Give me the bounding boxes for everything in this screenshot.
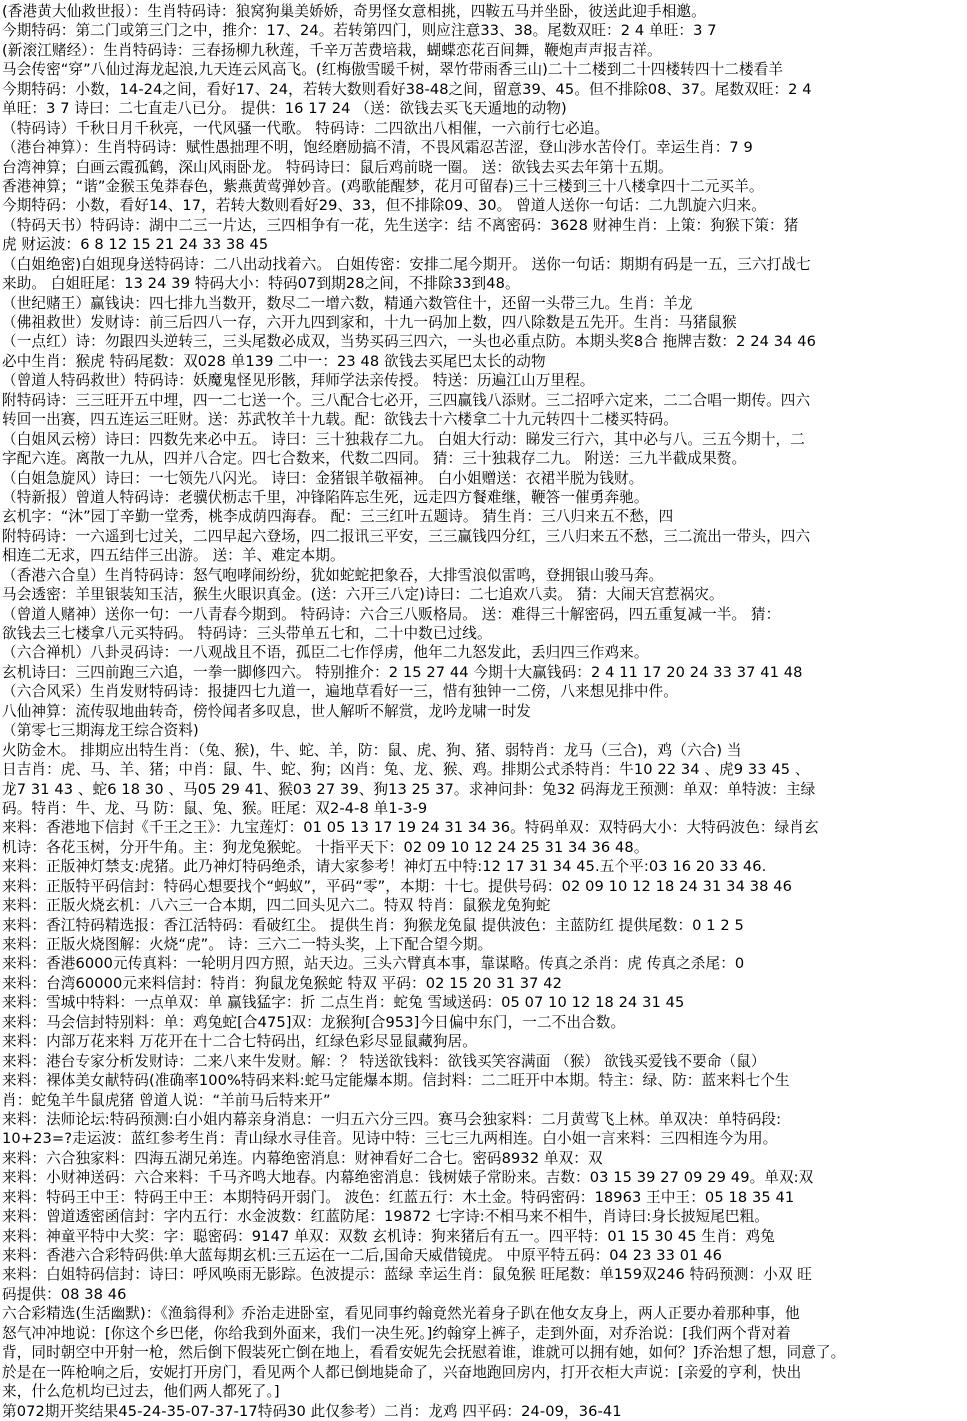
text-line: 来，什么危机均已过去，他们两人都死了。] xyxy=(2,1383,280,1401)
text-line: 今期特码：第二门或第三门之中，推介：17、24。若转第四门，则应注意33、38。尾数双旺：2 4 单旺：3 7 xyxy=(2,22,717,40)
text-line: 马会透密：羊里银装知玉洁，猴生火眼识真金。(送：六开三八定)诗曰：二七追欢八卖。 猜：大闹天宫惹祸灾。 xyxy=(2,586,724,604)
text-line: （特码天书）特码诗：湖中二三一片达，三四相争有一花，先生送字：结 不离密码：3628 财神生肖：上策：狗猴下策：猪 xyxy=(2,216,799,234)
text-line: 来料：曾道透密函信封：字内五行：水金波数：红蓝防尾：19872 七字诗:不相马来不相牛，肖诗曰:身长披短尾巴粗。 xyxy=(2,1208,770,1226)
text-line: 附特码诗：一六遥到七过关，二四早起六登场，四二报讯三平安，三三赢钱四分红，三八归来五不愁，三二流出一带头，四六 xyxy=(2,527,811,545)
text-line: 今期特码：小数，14-24之间，看好17、24，若转大数则看好38-48之间，留意39、45。但不排除08、37。尾数双旺：2 4 xyxy=(2,80,812,98)
text-line: 来料：白姐特码信封：诗曰：呼风唤雨无影踪。色波提示：蓝绿 幸运生肖：鼠兔猴 旺尾数：单159双246 特码预测：小双 旺 xyxy=(2,1266,812,1284)
text-line: 火防金木。 排期应出特生肖：（兔、猴)，牛、蛇、羊，防：鼠、虎、狗、猪、弱特肖：龙马（三合)，鸡（六合) 当 xyxy=(2,741,742,759)
text-line: 虎 财运波：6 8 12 15 21 24 33 38 45 xyxy=(2,236,269,254)
text-line: （曾道人特码救世）特码诗：妖魔鬼怪见形骸，拜师学法亲传授。 特送：历遍江山万里程。 xyxy=(2,372,595,390)
text-line: 来料：特码王中王：特码王中王：本期特码开弱门。 波色：红蓝五行：木土金。特码密码：18963 王中王：05 18 35 41 xyxy=(2,1188,795,1206)
text-line: （白姐风云榜）诗曰：四数先来必中五。 诗曰：三十独栽存二九。 白姐大行动：睇发三行六，其中必与八。三五今期十，二 xyxy=(2,430,805,448)
text-line: 来料：香港地下信封《千王之王》：九宝莲灯：01 05 13 17 19 24 31 34 36。特码单双：双特码大小：大特码波色：绿肖玄 xyxy=(2,819,819,837)
text-line: 台湾神算；白画云霞孤鹤，深山风雨卧龙。 特码诗曰：鼠后鸡前晓一圈。 送：欲钱去买去年第十五期。 xyxy=(2,158,673,176)
text-line: （香港六合皇）生肖特码诗：怒气咆哮闹纷纷，犹如蛇蛇把象吞，大排雪浪似雷鸣，登拥银山骏马奔。 xyxy=(2,566,664,584)
text-line: 来料：内部万花来料 万花开在十二合七特码出，红绿色彩尽显鼠藏狗居。 xyxy=(2,1033,477,1051)
text-line: 来料：小财神送码：六合来料：千马齐鸣大地春。内幕绝密消息：钱树婊子常盼来。吉数：03 15 39 27 09 29 49。单双:双 xyxy=(2,1169,814,1187)
text-line: 来料：台湾60000元来料信封：特肖：狗鼠龙兔猴蛇 特双 平码：02 15 20 31 37 42 xyxy=(2,974,563,992)
text-line: （佛祖救世）发财诗：前三后四八一存，六开九四到家和，十九一码加上数，四八除数是五先开。生肖：马猪鼠猴 xyxy=(2,314,737,331)
text-line: 来料：港台专家分析发财诗：二来八来牛发财。解：？ 特送欲钱料：欲钱买笑容满面 （猴） 欲钱买爱钱不要命（鼠） xyxy=(2,1052,766,1070)
text-line: （世纪赌王）赢钱诀：四七排九当数开，数尽二一增六数，精通六数管住十，还留一头带三九。生肖：羊龙 xyxy=(2,294,693,312)
text-line: (香港黄大仙救世报）：生肖特码诗：狼窝狗巢美娇娇，奇男怪女意相挑，四鞍五马并坐卧，彼送此迎手相邀。 xyxy=(2,3,706,20)
text-line: 码提供：08 38 46 xyxy=(2,1285,127,1303)
text-line: 来料：马会信封特别料：单：鸡兔蛇[合475]双：龙猴狗[合953]今日偏中东门，一二不出合数。 xyxy=(2,1013,626,1031)
text-line: 10+23=?走运波：蓝红参考生肖：青山绿水寻佳音。见诗中特：三七三九两相连。白小姐一言来料：三四相连今为用。 xyxy=(2,1130,778,1148)
text-line: 来助。 白姐旺尾：13 24 39 特码大小：特码07到期28之间，不排除33到48。 xyxy=(2,275,520,293)
text-line: 香港神算；“谐”金猴玉兔莽春色，紫燕黄莺弹妙音。(鸡歌能醒梦，花月可留春)三十三楼到三十八楼拿四十二元买羊。 xyxy=(2,177,764,195)
text-line: 玄机诗曰：三四前跑三六追，一拳一脚修四六。 特别推介：2 15 27 44 今期十大赢钱码：2 4 11 17 20 24 33 37 41 48 xyxy=(2,663,803,681)
text-line: （第零七三期海龙王综合资料) xyxy=(2,722,199,740)
text-line: （港台神算）：生肖特码诗：赋性愚拙理不明，饱经磨励搞不清，不畏风霜忍苦涩，登山涉水苦伶仃。幸运生肖：7 9 xyxy=(2,139,753,157)
text-line: 附特码诗：三三旺开五中埋，四一二七送一个。三八配合七必开，三四赢钱八添财。三二招呼六定来，二二合唱一期传。四六 xyxy=(2,391,811,409)
text-line: 来料：六合独家料：四海五湖兄弟连。内幕绝密消息：财神看好二合七。密码8932 单双：双 xyxy=(2,1149,603,1167)
text-line: 第072期开奖结果45-24-35-07-37-17特码30 此仅参考）二肖：龙鸡 四平码：24-09，36-41 xyxy=(2,1402,622,1420)
text-line: 马会传密“穿”八仙过海龙起浪,九天连云风高飞。(红梅傲雪暖千树，翠竹带雨香三山)二十二楼到二十四楼转四十二楼看羊 xyxy=(2,61,784,79)
text-line: 来料：香港6000元传真料：一轮明月四方照，站天边。三头六臂真本事，靠谋略。传真之杀肖：虎 传真之杀尾：0 xyxy=(2,955,745,973)
article-text xyxy=(2,2,965,1421)
text-line: 於是在一阵枪响之后，安妮打开房门，看见两个人都已倒地毙命了，兴奋地跑回房内，打开衣柜大声说：[亲爱的亨利，快出 xyxy=(2,1363,802,1381)
text-line: （曾道人赌神）送你一句：一八青春今期到。 特码诗：六合三八贩格局。 送：难得三十解密码，四五重复减一半。 猜： xyxy=(2,605,781,623)
text-line: 转回一出赛，四五连运三旺财。送：苏武牧羊十九载。配：欲钱去十六楼拿二十九元转四十二楼买特码。 xyxy=(2,411,678,429)
text-line: （六合禅机）八卦灵码诗：一八观战且不语，孤臣二七作俘虏，他年二九怒发此，丢归四三作鸡来。 xyxy=(2,644,649,662)
text-line: 来料：雪城中特料：一点单双：单 赢钱猛字：折 二点生肖：蛇兔 雪域送码：05 07 10 12 18 24 31 45 xyxy=(2,994,685,1012)
text-line: 龙7 31 43 、蛇6 18 30 、马05 29 41、猴03 27 39、狗13 25 37。求神问卦：兔32 码海龙王预测：单双：单特波：主绿 xyxy=(2,780,816,798)
text-line: （六合风采）生肖发财特码诗：报捷四七九道一，遍地草看好一三，惜有独钟一二傍，八来想见排中件。 xyxy=(2,683,678,701)
text-line: 机诗：各花玉树，分开牛角。主：狗龙兔猴蛇。 十指平天下：02 09 10 12 24 25 31 34 36 48。 xyxy=(2,838,649,856)
text-line: 六合彩精选(生活幽默)：《渔翁得利》乔治走进卧室，看见同事约翰竟然光着身子趴在他女友身上，两人正要办着那种事，他 xyxy=(2,1305,800,1323)
text-line: 来料：正版神灯禁支:虎猪。此乃神灯特码绝杀，请大家参考！神灯五中特:12 17 31 34 45.五个平:03 16 20 33 46. xyxy=(2,858,767,876)
text-line: 来料：正版火烧图解：火烧“虎”。 诗：三六二一特头奖，上下配合望今期。 xyxy=(2,936,493,953)
text-line: （特新报）曾道人特码诗：老骥伏枥志千里，冲锋陷阵忘生死，远走四方餐难继，鞭答一催勇奔驰。 xyxy=(2,488,649,506)
text-line: （白姐绝密)白姐现身送特码诗：二八出动找着六。 白姐传密：安排二尾今期开。 送你一句话：期期有码是一五，三六打战七 xyxy=(2,255,811,273)
text-line: （特码诗）千秋日月千秋亮，一代风骚一代歌。 特码诗：二四欲出八相催，一六前行七必追。 xyxy=(2,119,610,137)
text-line: 日吉肖：虎、马、羊、猪；中肖：鼠、牛、蛇、狗；凶肖：兔、龙、猴、鸡。排期公式杀特肖：牛10 22 34 、虎9 33 45 、 xyxy=(2,761,810,779)
text-line: 码。特肖：牛、龙、马 防：鼠、兔、猴。旺尾：双2-4-8 单1-3-9 xyxy=(2,799,428,817)
text-line: 来料：正版特平码信封：特码心想要找个“蚂蚁”，平码“零”，本期：十七。提供号码：02 09 10 12 18 24 31 34 38 46 xyxy=(2,877,792,895)
text-line: 欲钱去三七楼拿八元买特码。 特码诗：三头带单五七和，二十中数已过线。 xyxy=(2,625,492,642)
text-line: 八仙神算：流传驭地曲转奇，傍怜闻者多叹息，世人解听不解赏，龙吟龙啸一时发 xyxy=(2,702,531,720)
text-line: 来料：香江特码精选报：香江活特码：看破红尘。 提供生肖：狗猴龙兔鼠 提供波色：主蓝防红 提供尾数：0 1 2 5 xyxy=(2,916,744,934)
text-line: 肖：蛇兔羊牛鼠虎猪 曾道人说：“羊前马后特来开” xyxy=(2,1091,331,1109)
text-line: 玄机字：“沐”园丁辛勤一堂秀，桃李成荫四海春。 配：三三红叶五题诗。 猜生肖：三八归来五不愁，四 xyxy=(2,508,674,526)
text-line: 来料：裸体美女献特码(准确率100%特码来料:蛇马定能爆本期。信封料：二二旺开中本期。特主：绿、防：蓝来料七个生 xyxy=(2,1072,790,1090)
text-line: 来料：正版火烧玄机：八六三一合本期，四二回头见六二。特双 特肖：鼠猴龙兔狗蛇 xyxy=(2,897,551,915)
text-line: 来料：法师论坛:特码预测:白小姐内幕亲身消息：一归五六分三四。赛马会独家料：二月黄莺飞上林。单双决：单特码段: xyxy=(2,1110,782,1128)
text-line: 字配六连。离散一九从，四并八合定。四七合数来，代数二四同。 猜：三十独栽存二九。 附送：三九半截成果赘。 xyxy=(2,450,747,468)
text-line: 单旺：3 7 诗曰：二七直走八已分。 提供：16 17 24 （送：欲钱去买飞天遁地的动物) xyxy=(2,100,567,118)
text-line: （白姐急旋风）诗曰：一七领先八闪光。 诗曰：金猪银羊敬福神。 白小姐赠送：衣裙半脱为钱财。 xyxy=(2,469,644,487)
text-line: 来料：神童平特中大奖：字：聪密码：9147 单双：双数 玄机诗：狗来猪后有五一。四平特：01 15 30 45 生肖：鸡兔 xyxy=(2,1227,775,1245)
text-line: （一点红）诗：勿跟四头逆转三，三头尾数必成双，当势买码三四六，一头也必重点防。本期头奖8合 拖牌吉数：2 24 34 46 xyxy=(2,333,817,351)
text-line: 怒气冲冲地说：[你这个乡巴佬，你给我到外面来，我们一决生死。]约翰穿上裤子，走到外面，对乔治说：[我们两个背对着 xyxy=(2,1324,791,1342)
text-line: 来料：香港六合彩特码供:单大蓝每期玄机:三五运在一二后,国命天威借镜虎。 中原平特五码：04 23 33 01 46 xyxy=(2,1247,723,1264)
text-line: 今期特码：小数，看好14、17，若转大数则看好29、33，但不排除09、30。 曾道人送你一句话：二九凯旋六归来。 xyxy=(2,197,766,215)
text-line: 背，同时朝空中开射一枪，然后倒下假装死亡倒在地上，看看安妮先会抚慰着谁，谁就可以拥有她，如何？]乔治想了想，同意了。 xyxy=(2,1344,846,1362)
text-line: 必中生肖：猴虎 特码尾数：双028 单139 二中一：23 48 欲钱去买尾巴太长的动物 xyxy=(2,352,546,370)
text-line: (新滚江赌经）：生肖特码诗：三春扬柳九秋莲，千辛万苦费培栽，蝴蝶恋花百间舞，鞭炮声声报吉祥。 xyxy=(2,41,662,59)
text-line: 相连二无求，四五结伴三出游。 送：羊、难定本期。 xyxy=(2,547,345,565)
